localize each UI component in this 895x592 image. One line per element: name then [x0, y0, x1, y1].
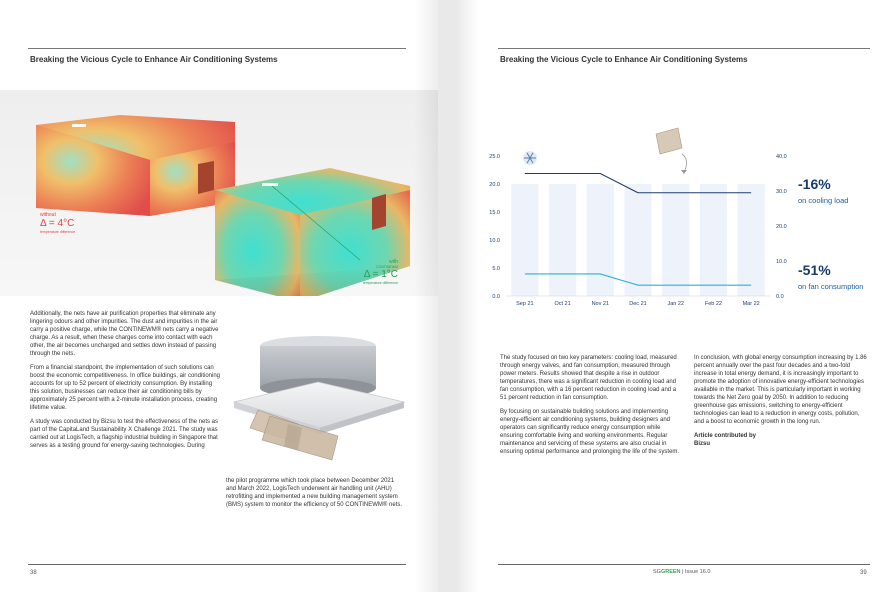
paragraph: From a financial standpoint, the implementation of such solutions can boost the economic competitiveness. In office buildings, air conditioning accounts for up to 52 percent of electricity consumption. By installing this solution, businesses can reduce their air conditioning bills by approximately 25 percent with a 2-minute installation process, creating lifetime value.: [30, 365, 220, 411]
net-filter-icon: [656, 128, 687, 174]
credit-author: Bizsu: [694, 441, 711, 447]
chart-bar: [549, 184, 576, 296]
paragraph: Additionally, the nets have air purification properties that eliminate any lingering odours and other impurities. The dust and impurities in the air carry a positive charge, while the CONTINEWM® nets carry a negative charge. As a result, when these charges come into contact with each other, the air becomes uncharged and settles down instead of passing through the nets.: [30, 311, 219, 357]
ac-cassette-image: [228, 332, 408, 480]
chart-category-label: Oct 21: [554, 301, 571, 307]
stat-fan-label: on fan consumption: [798, 282, 864, 291]
chart-container: [478, 120, 798, 315]
chart-left-tick-label: 10.0: [489, 238, 500, 244]
magazine-brand-b: GREEN: [660, 569, 681, 575]
chart-left-tick-label: 15.0: [489, 210, 500, 216]
door-icon: [372, 194, 386, 230]
chart-bar: [662, 184, 689, 296]
chart-right-tick-label: 40.0: [776, 154, 787, 160]
left-column-2: [226, 477, 404, 515]
chart-right-tick-label: 0.0: [776, 294, 784, 300]
snowflake-icon: [523, 151, 537, 165]
chart-category-label: Feb 22: [704, 301, 722, 307]
chart-left-tick-label: 20.0: [489, 182, 500, 188]
chart-category-label: Nov 21: [591, 301, 610, 307]
footer-rule: [28, 564, 406, 565]
page-number: 38: [30, 570, 37, 576]
chart-right-tick-label: 10.0: [776, 259, 787, 265]
chart-category-label: Mar 22: [742, 301, 760, 307]
ac-cassette-graphic: [228, 332, 408, 480]
legend-without-label: without: [40, 212, 56, 218]
footer-rule: [498, 564, 870, 565]
ac-unit-icon: [72, 124, 86, 127]
chart-bar: [700, 184, 727, 296]
legend-without: [40, 212, 75, 234]
paragraph: By focusing on sustainable building solutions and implementing energy-efficient air conditioning systems, building designers and operators can significantly reduce energy consumption while ensuring comfortable living and working environments. Regular maintenance and servicing of these systems are also crucial in ensuring optimal performance and prolonging the life of the system.: [500, 409, 680, 455]
chart-left-tick-label: 0.0: [492, 294, 500, 300]
header-rule: [498, 48, 870, 49]
chart-bar: [587, 184, 614, 296]
chart-left-tick-label: 25.0: [489, 154, 500, 160]
legend-with-delta: Δ = 1°C: [363, 269, 398, 280]
legend-with: [350, 259, 398, 285]
right-column-1: [500, 354, 684, 462]
door-icon: [198, 161, 214, 194]
legend-without-delta: Δ = 4°C: [40, 218, 75, 229]
chart-bar: [624, 184, 651, 296]
chart-category-label: Jan 22: [667, 301, 684, 307]
magazine-logo: [653, 569, 710, 575]
chart-right-tick-label: 30.0: [776, 189, 787, 195]
paragraph: the pilot programme which took place between December 2021 and March 2022, LogisTech underwent air handling unit (AHU) retrofitting and implemented a new building management system (BMS) system to monitor the efficiency of 50 CONTINEWM® nets.: [226, 478, 403, 508]
ac-unit-with-net-icon: [262, 183, 278, 186]
energy-chart: [478, 120, 798, 315]
paragraph: The study focused on two key parameters: cooling load, measured through energy valves, and fan consumption, measured through power meters. Results showed that despite a rise in outdoor temperatures, there was a significant reduction in cooling load and fan consumption, with a 16 percent reduction in cooling load and a 51 percent reduction in fan consumption.: [500, 355, 677, 401]
paragraph: In conclusion, with global energy consumption increasing by 1.86 percent annually over the past four decades and a two-fold increase in total energy demand, it is increasingly important to promote the adoption of innovative energy-efficient technologies available in the market. This is particularly important in working towards the Net Zero goal by 2050. In addition to reducing greenhouse gas emissions, switching to energy-efficient technologies can lead to a reduction in energy costs, pollution, and a boost to economic growth in the long run.: [694, 355, 867, 425]
chart-right-tick-label: 20.0: [776, 224, 787, 230]
legend-with-brand: CONTINEWM: [376, 265, 398, 269]
chart-category-label: Dec 21: [629, 301, 647, 307]
stat-fan-value: -51%: [798, 262, 831, 278]
header-title: Breaking the Vicious Cycle to Enhance Air Conditioning Systems: [30, 55, 278, 64]
credit-line: Article contributed by: [694, 433, 757, 439]
right-page: [458, 0, 895, 592]
legend-without-caption: temperature difference: [40, 230, 76, 234]
chart-category-label: Sep 21: [516, 301, 534, 307]
gutter-shadow: [414, 0, 438, 592]
right-column-2: [694, 354, 870, 448]
left-page: [0, 0, 438, 592]
chart-left-tick-label: 5.0: [492, 266, 500, 272]
legend-with-label: with: [389, 259, 398, 265]
room-without-nets: [36, 115, 235, 216]
chart-bar: [738, 184, 765, 296]
paragraph: A study was conducted by Bizsu to test the effectiveness of the nets as part of the CapitaLand Sustainability X Challenge 2021. The study was carried out at LogisTech, a flagship industrial building in Singapore that serves as a testing ground for energy-saving technologies. During: [30, 419, 218, 449]
stat-cooling-value: -16%: [798, 176, 831, 192]
magazine-issue: | Issue 16.0: [682, 569, 711, 575]
legend-with-caption: temperature difference: [362, 281, 398, 285]
gutter-shadow: [458, 0, 478, 592]
chart-bar: [511, 184, 538, 296]
header-rule: [28, 48, 406, 49]
header-title: Breaking the Vicious Cycle to Enhance Air Conditioning Systems: [500, 55, 748, 64]
page-number: 39: [860, 570, 867, 576]
stat-cooling-label: on cooling load: [798, 196, 849, 205]
magazine-brand-a: SG: [653, 569, 661, 575]
left-column-1: [30, 310, 220, 456]
